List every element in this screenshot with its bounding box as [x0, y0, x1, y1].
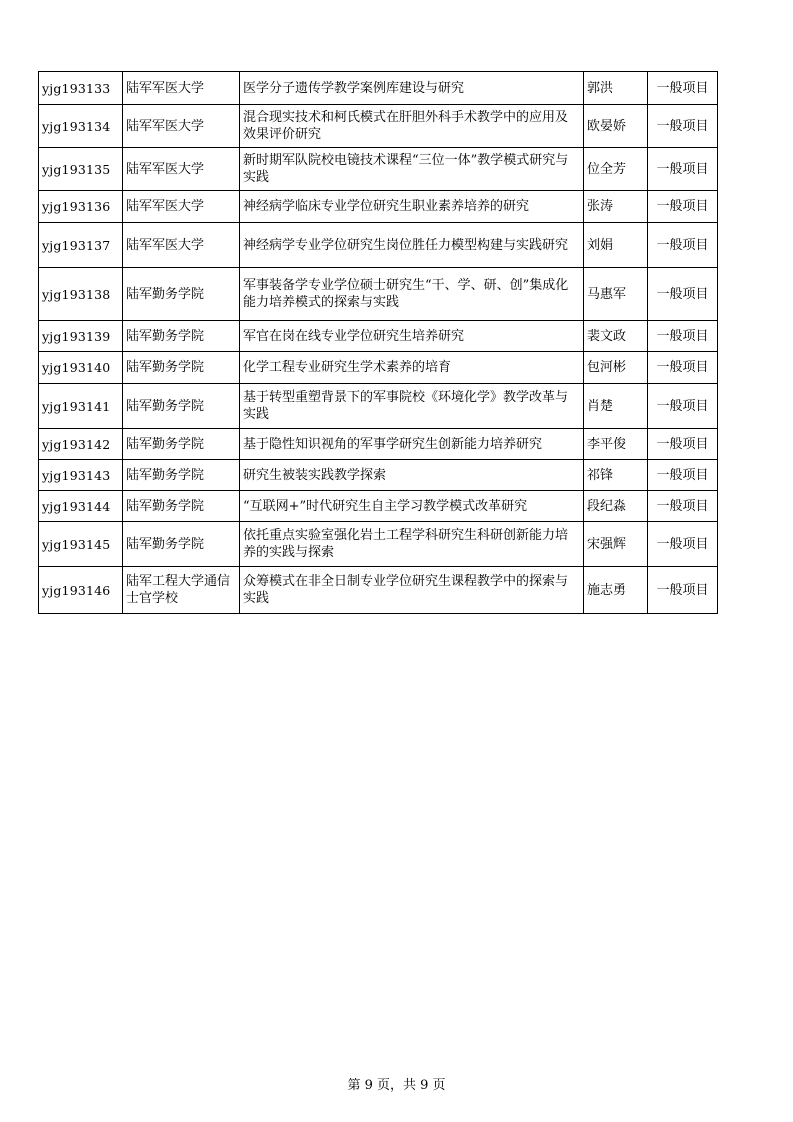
project-leader: 刘娟: [584, 223, 648, 268]
project-type: 一般项目: [648, 460, 718, 491]
project-title: 众筹模式在非全日制专业学位研究生课程教学中的探索与实践: [240, 567, 584, 614]
project-type: 一般项目: [648, 191, 718, 223]
project-title: 基于隐性知识视角的军事学研究生创新能力培养研究: [240, 429, 584, 460]
project-type: 一般项目: [648, 491, 718, 522]
institution: 陆军勤务学院: [123, 522, 240, 567]
institution: 陆军军医大学: [123, 105, 240, 148]
table-row: [39, 522, 718, 567]
project-code: yjg193140: [39, 352, 123, 384]
institution: 陆军勤务学院: [123, 352, 240, 384]
institution: 陆军工程大学通信士官学校: [123, 567, 240, 614]
institution: 陆军勤务学院: [123, 460, 240, 491]
project-type: 一般项目: [648, 268, 718, 321]
table-row: [39, 429, 718, 460]
project-leader: 宋强辉: [584, 522, 648, 567]
project-title: 医学分子遗传学教学案例库建设与研究: [240, 72, 584, 105]
project-title: 混合现实技术和柯氏模式在肝胆外科手术教学中的应用及效果评价研究: [240, 105, 584, 148]
table-row: [39, 352, 718, 384]
project-title: 基于转型重塑背景下的军事院校《环境化学》教学改革与实践: [240, 384, 584, 429]
project-code: yjg193144: [39, 491, 123, 522]
institution: 陆军勤务学院: [123, 491, 240, 522]
table-row: [39, 567, 718, 614]
project-code: yjg193138: [39, 268, 123, 321]
project-leader: 祁锋: [584, 460, 648, 491]
institution: 陆军勤务学院: [123, 429, 240, 460]
institution: 陆军军医大学: [123, 72, 240, 105]
table-row: [39, 384, 718, 429]
project-code: yjg193139: [39, 321, 123, 352]
table-row: [39, 460, 718, 491]
table-row: [39, 223, 718, 268]
project-type: 一般项目: [648, 105, 718, 148]
project-leader: 马惠军: [584, 268, 648, 321]
institution: 陆军军医大学: [123, 148, 240, 191]
table-row: [39, 148, 718, 191]
project-leader: 张涛: [584, 191, 648, 223]
institution: 陆军军医大学: [123, 191, 240, 223]
project-title: 军事装备学专业学位硕士研究生“干、学、研、创”集成化能力培养模式的探索与实践: [240, 268, 584, 321]
project-leader: 位全芳: [584, 148, 648, 191]
institution: 陆军勤务学院: [123, 384, 240, 429]
project-code: yjg193143: [39, 460, 123, 491]
table-row: [39, 268, 718, 321]
project-leader: 施志勇: [584, 567, 648, 614]
table-row: [39, 321, 718, 352]
project-type: 一般项目: [648, 522, 718, 567]
project-type: 一般项目: [648, 72, 718, 105]
page-number: 第 9 页，共 9 页: [347, 1078, 446, 1093]
project-code: yjg193136: [39, 191, 123, 223]
project-code: yjg193141: [39, 384, 123, 429]
project-leader: 李平俊: [584, 429, 648, 460]
institution: 陆军勤务学院: [123, 321, 240, 352]
table-row: [39, 72, 718, 105]
table-row: [39, 191, 718, 223]
institution: 陆军军医大学: [123, 223, 240, 268]
project-code: yjg193145: [39, 522, 123, 567]
project-code: yjg193142: [39, 429, 123, 460]
table-row: [39, 491, 718, 522]
project-leader: 肖楚: [584, 384, 648, 429]
project-title: 神经病学临床专业学位研究生职业素养培养的研究: [240, 191, 584, 223]
project-leader: 郭洪: [584, 72, 648, 105]
project-leader: 裴文政: [584, 321, 648, 352]
project-title: 化学工程专业研究生学术素养的培育: [240, 352, 584, 384]
project-type: 一般项目: [648, 384, 718, 429]
project-type: 一般项目: [648, 223, 718, 268]
project-title: “互联网+”时代研究生自主学习教学模式改革研究: [240, 491, 584, 522]
project-code: yjg193146: [39, 567, 123, 614]
project-leader: 欧晏娇: [584, 105, 648, 148]
project-table: [38, 71, 718, 614]
project-type: 一般项目: [648, 429, 718, 460]
project-type: 一般项目: [648, 148, 718, 191]
project-code: yjg193134: [39, 105, 123, 148]
project-code: yjg193135: [39, 148, 123, 191]
project-title: 依托重点实验室强化岩土工程学科研究生科研创新能力培养的实践与探索: [240, 522, 584, 567]
project-code: yjg193133: [39, 72, 123, 105]
project-leader: 段纪淼: [584, 491, 648, 522]
project-title: 新时期军队院校电镜技术课程“三位一体”教学模式研究与实践: [240, 148, 584, 191]
project-type: 一般项目: [648, 352, 718, 384]
project-title: 研究生被装实践教学探索: [240, 460, 584, 491]
project-title: 军官在岗在线专业学位研究生培养研究: [240, 321, 584, 352]
project-type: 一般项目: [648, 321, 718, 352]
institution: 陆军勤务学院: [123, 268, 240, 321]
project-code: yjg193137: [39, 223, 123, 268]
table-row: [39, 105, 718, 148]
project-title: 神经病学专业学位研究生岗位胜任力模型构建与实践研究: [240, 223, 584, 268]
project-leader: 包河彬: [584, 352, 648, 384]
project-type: 一般项目: [648, 567, 718, 614]
project-table-body: [39, 72, 718, 614]
